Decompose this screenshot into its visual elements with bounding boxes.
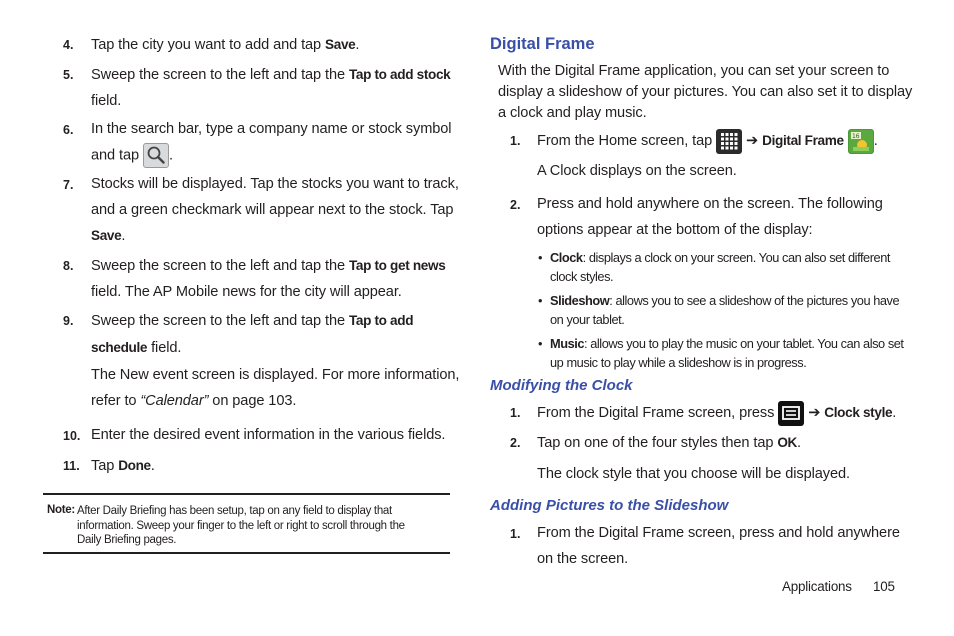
apps-grid-icon — [716, 129, 742, 154]
step-number: 1. — [510, 527, 521, 541]
step-1-home: From the Home screen, tap ➔ Digital Frame 16 . A Clock displays on the screen. — [537, 128, 947, 180]
note-label: Note: — [47, 504, 75, 516]
step-number: 5. — [63, 68, 74, 82]
step-2-clock: Tap on one of the four styles then tap OK. The clock style that you choose will be displayed. — [537, 435, 850, 482]
note-text: After Daily Briefing has been setup, tap on any field to display that information. Sweep your finger to the left or right to scroll through the Daily Briefing pages. — [77, 505, 405, 547]
step-9: Sweep the screen to the left and tap the Tap to add schedule field. — [91, 313, 414, 356]
step-5: Sweep the screen to the left and tap the Tap to add stock field. — [91, 67, 451, 109]
bullet-music: • Music: allows you to play the music on your tablet. You can also set up music to play while a slideshow is in progress. — [538, 336, 904, 370]
step-number: 4. — [63, 38, 74, 52]
step-number: 11. — [63, 459, 80, 473]
menu-icon — [778, 401, 804, 426]
step-10: Enter the desired event information in the various fields. — [91, 427, 446, 443]
bullet-slideshow: • Slideshow: allows you to see a slideshow of the pictures you have on your tablet. — [538, 293, 900, 327]
bullet-dot: • — [538, 250, 543, 265]
intro-paragraph: With the Digital Frame application, you can set your screen to display a slideshow of your pictures. You can also set it to display a clock and play music. — [498, 63, 913, 121]
search-icon — [143, 143, 169, 168]
step-number: 10. — [63, 429, 81, 443]
step-number: 2. — [510, 436, 521, 450]
step-1-clock: From the Digital Frame screen, press ➔ Clock style. — [537, 400, 947, 427]
step-number: 1. — [510, 406, 521, 420]
step-6: In the search bar, type a company name or stock symbol and tap . — [91, 117, 461, 168]
calendar-reference[interactable]: “Calendar” — [140, 392, 209, 409]
step-number: 9. — [63, 314, 74, 328]
note-box — [43, 493, 450, 554]
bullet-clock: • Clock: displays a clock on your screen. You can also set different clock styles. — [538, 250, 890, 284]
step-number: 2. — [510, 198, 521, 212]
step-number: 1. — [510, 134, 521, 148]
step-9-result: The New event screen is displayed. For more information, refer to “Calendar” on page 103. — [91, 367, 460, 409]
subheading-modifying-clock: Modifying the Clock — [490, 377, 633, 394]
step-2-press: Press and hold anywhere on the screen. The following options appear at the bottom of the display: — [537, 196, 883, 238]
step-number: 7. — [63, 178, 74, 192]
footer-section: Applications — [782, 579, 852, 594]
svg-text:16: 16 — [851, 132, 860, 140]
step-number: 8. — [63, 259, 74, 273]
step-7: Stocks will be displayed. Tap the stocks you want to track, and a green checkmark will appear next to the stock. Tap Save. — [91, 176, 459, 244]
step-1-pictures: From the Digital Frame screen, press and hold anywhere on the screen. — [537, 525, 900, 567]
section-heading: Digital Frame — [490, 35, 595, 53]
bullet-dot: • — [538, 336, 543, 351]
page-number: 105 — [873, 579, 895, 594]
subheading-adding-pictures: Adding Pictures to the Slideshow — [490, 497, 729, 514]
step-4: Tap the city you want to add and tap Save. — [91, 37, 360, 53]
digital-frame-icon — [848, 129, 874, 154]
step-number: 6. — [63, 123, 74, 137]
bullet-dot: • — [538, 293, 543, 308]
step-8: Sweep the screen to the left and tap the Tap to get news field. The AP Mobile news for the city will appear. — [91, 258, 446, 300]
step-11: Tap Done. — [91, 458, 155, 474]
